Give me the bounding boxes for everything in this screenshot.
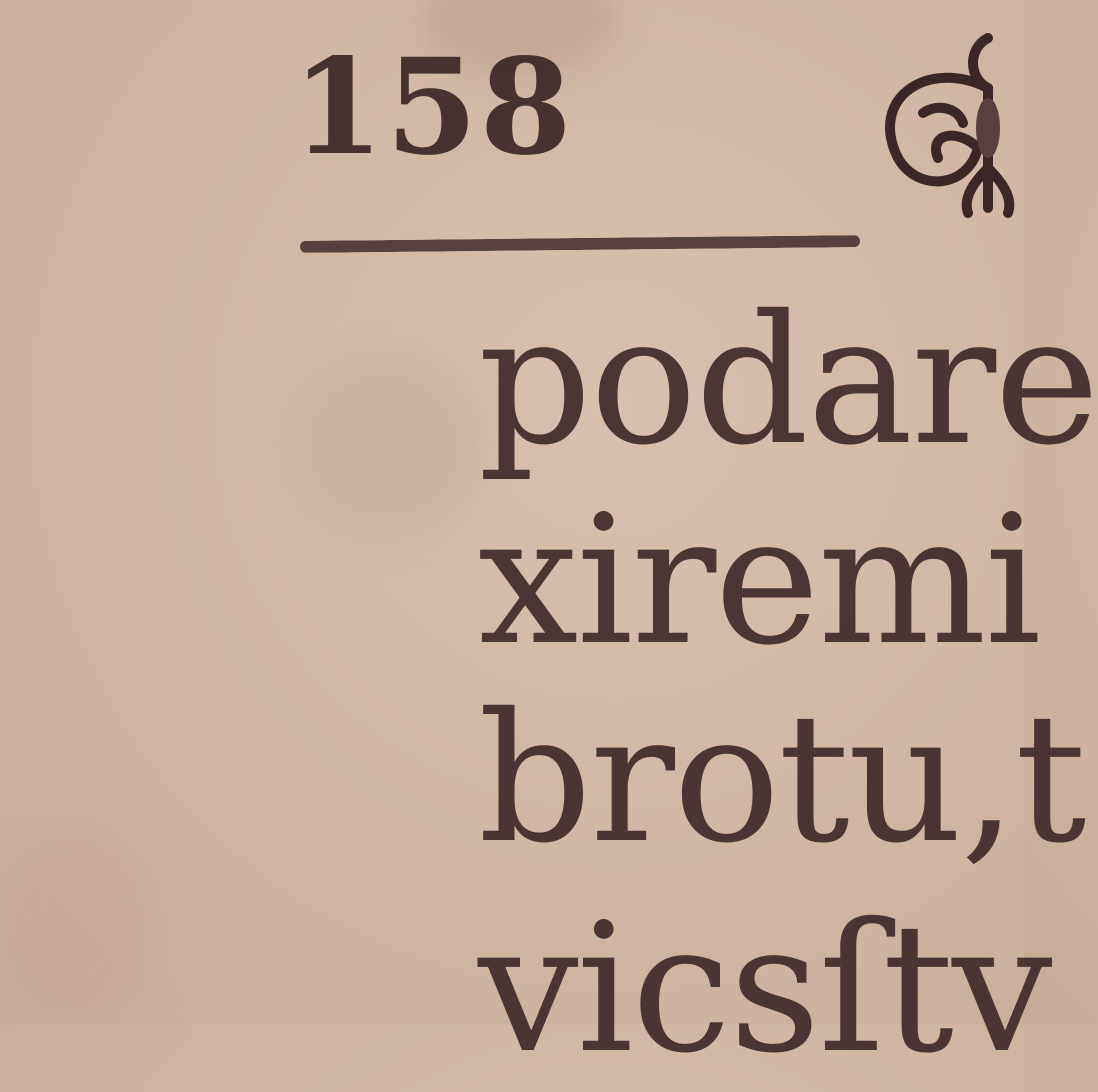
paper-stain — [0, 820, 160, 1020]
text-line: vicsſtv — [478, 885, 1051, 1092]
header-rule — [300, 235, 860, 253]
text-line: podare — [478, 277, 1098, 484]
paper-stain — [300, 360, 480, 530]
page-number: 158 — [292, 30, 574, 185]
text-line: xiremi — [478, 477, 1040, 684]
text-line: brotu,t — [478, 675, 1085, 882]
floral-ornament-icon — [868, 18, 1068, 218]
